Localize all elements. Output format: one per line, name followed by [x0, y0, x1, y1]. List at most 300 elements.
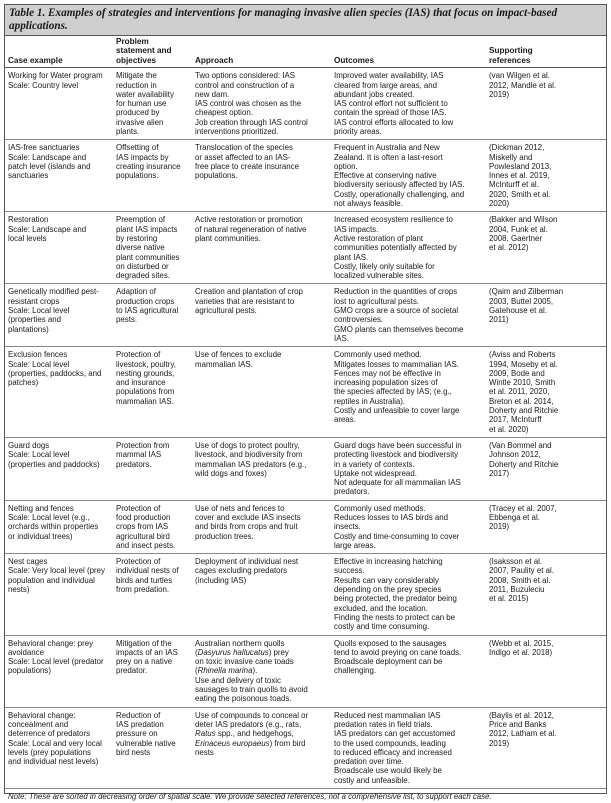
- cell-refs-line: Johnson 2012,: [489, 450, 603, 459]
- cell-problem-line: livestock, poultry,: [116, 360, 189, 369]
- cell-approach-line: Active restoration or promotion: [195, 215, 328, 224]
- cell-case: [5, 437, 113, 500]
- cell-problem-line: Protection of: [116, 557, 189, 566]
- cell-approach-line: of natural regeneration of native: [195, 225, 328, 234]
- cell-outcomes-line: excluded, and the location.: [334, 604, 483, 613]
- cell-problem: [113, 68, 192, 140]
- cell-refs: [486, 347, 606, 438]
- cell-problem-line: production crops: [116, 297, 189, 306]
- cell-case: [5, 500, 113, 553]
- cell-problem-line: agricultural bird: [116, 532, 189, 541]
- cell-outcomes-line: IAS impacts.: [334, 225, 483, 234]
- cell-refs-line: (Van Bommel and: [489, 441, 603, 450]
- cell-refs-line: et al. 2015): [489, 594, 603, 603]
- cell-case-line: Scale: Local level: [8, 360, 110, 369]
- cell-outcomes-line: areas.: [334, 415, 483, 424]
- cell-case-line: IAS-free sanctuaries: [8, 143, 110, 152]
- header-problem-statement: [113, 36, 192, 68]
- cell-outcomes-line: Finding the nests to protect can be: [334, 613, 483, 622]
- cell-outcomes-line: plant IAS.: [334, 253, 483, 262]
- cell-case-line: Scale: Very local level (prey: [8, 566, 110, 575]
- cell-approach-line: plant communities.: [195, 234, 328, 243]
- cell-refs-line: (Aviss and Roberts: [489, 350, 603, 359]
- cell-refs-line: 2011, Buzuleciu: [489, 585, 603, 594]
- cell-refs-line: Innes et al. 2019,: [489, 171, 603, 180]
- table-note-text: These are sorted in decreasing order of spatial scale. We provide selected references, not a comprehensive list, to support each case.: [29, 792, 492, 801]
- table-document: [4, 4, 607, 794]
- cell-problem: [113, 707, 192, 788]
- cell-approach-line: mammalian IAS.: [195, 360, 328, 369]
- cell-problem-line: creating insurance: [116, 162, 189, 171]
- cell-problem-line: produced by: [116, 108, 189, 117]
- cell-approach-line: Ratus spp., and hedgehogs,: [195, 729, 328, 738]
- cell-outcomes-line: success.: [334, 566, 483, 575]
- cell-approach: [192, 437, 331, 500]
- cell-case-line: nests): [8, 585, 110, 594]
- cell-problem-line: nesting grounds,: [116, 369, 189, 378]
- cell-problem-line: populations.: [116, 171, 189, 180]
- cell-problem-line: to IAS agricultural: [116, 306, 189, 315]
- cell-outcomes-line: contain the spread of those IAS.: [334, 108, 483, 117]
- cell-problem-line: plant communities: [116, 253, 189, 262]
- cell-problem-line: Reduction of: [116, 711, 189, 720]
- cell-refs-line: 2019): [489, 90, 603, 99]
- cell-refs-line: 2009, Bode and: [489, 369, 603, 378]
- cell-outcomes-line: abundant jobs created.: [334, 90, 483, 99]
- cell-outcomes-line: Improved water availability, IAS: [334, 71, 483, 80]
- cell-outcomes-line: Increased ecosystem resilience to: [334, 215, 483, 224]
- cell-refs-line: Indigo et al. 2018): [489, 648, 603, 657]
- cell-problem-line: by restoring: [116, 234, 189, 243]
- cell-outcomes-line: Frequent in Australia and New: [334, 143, 483, 152]
- cell-problem-line: mammal IAS: [116, 450, 189, 459]
- cell-outcomes: [331, 554, 486, 635]
- cell-problem-line: predator.: [116, 666, 189, 675]
- cell-outcomes-line: Uptake not widespread.: [334, 469, 483, 478]
- table-row: [5, 212, 606, 284]
- cell-approach-line: Creation and plantation of crop: [195, 287, 328, 296]
- cell-problem-line: plant IAS impacts: [116, 225, 189, 234]
- cell-case: [5, 284, 113, 347]
- cell-case-line: Genetically modified pest-: [8, 287, 110, 296]
- cell-refs-line: 2007, Paulity et al.: [489, 566, 603, 575]
- cell-outcomes-line: predation over time.: [334, 757, 483, 766]
- header-supporting-references: [486, 36, 606, 68]
- cell-case-line: Behavioral change:: [8, 711, 110, 720]
- cell-case-line: deterrence of predators: [8, 729, 110, 738]
- cell-refs-line: Powlesland 2013,: [489, 162, 603, 171]
- cell-approach-line: new dam.: [195, 90, 328, 99]
- cell-refs-line: et al. 2020): [489, 425, 603, 434]
- cell-outcomes-line: increasing population sizes of: [334, 378, 483, 387]
- cell-approach: [192, 284, 331, 347]
- header-problem-line: objectives: [116, 56, 189, 65]
- cell-outcomes-line: the species affected by IAS; (e.g.,: [334, 387, 483, 396]
- cell-outcomes-line: depending on the prey species: [334, 585, 483, 594]
- cell-approach-line: wild dogs and foxes): [195, 469, 328, 478]
- cell-outcomes-line: Mitigates losses to mammalian IAS.: [334, 360, 483, 369]
- cell-approach-line: control and construction of a: [195, 81, 328, 90]
- cell-problem-line: Protection of: [116, 504, 189, 513]
- cell-case-line: avoidance: [8, 648, 110, 657]
- cell-outcomes-line: Reduces losses to IAS birds and: [334, 513, 483, 522]
- cell-refs: [486, 212, 606, 284]
- cell-case-line: patches): [8, 378, 110, 387]
- cell-outcomes-line: to reduced efficacy and increased: [334, 748, 483, 757]
- table-row: [5, 635, 606, 707]
- cell-approach-line: interventions prioritized.: [195, 127, 328, 136]
- cell-outcomes-line: tend to avoid preying on cane toads.: [334, 648, 483, 657]
- cell-approach: [192, 554, 331, 635]
- cell-outcomes-line: Effective in increasing hatching: [334, 557, 483, 566]
- cell-approach-line: and birds from crops and fruit: [195, 522, 328, 531]
- cell-problem-line: food production: [116, 513, 189, 522]
- cell-outcomes-line: challenging.: [334, 666, 483, 675]
- cell-outcomes: [331, 68, 486, 140]
- cell-outcomes: [331, 500, 486, 553]
- cell-refs: [486, 635, 606, 707]
- cell-case-line: Exclusion fences: [8, 350, 110, 359]
- cell-refs-line: et al. 2012): [489, 243, 603, 252]
- cell-refs-line: Gatehouse et al.: [489, 306, 603, 315]
- cell-outcomes-line: IAS control efforts allocated to low: [334, 118, 483, 127]
- header-refs-line: Supporting: [489, 46, 603, 55]
- cell-problem-line: impacts of an IAS: [116, 648, 189, 657]
- cell-case-line: Nest cages: [8, 557, 110, 566]
- cell-case-line: Guard dogs: [8, 441, 110, 450]
- cell-outcomes-line: Fences may not be effective in: [334, 369, 483, 378]
- cell-outcomes-line: Costly, operationally challenging, and: [334, 190, 483, 199]
- cell-problem-line: diverse native: [116, 243, 189, 252]
- cell-refs: [486, 500, 606, 553]
- cell-case-line: Scale: Landscape and: [8, 225, 110, 234]
- cell-outcomes: [331, 212, 486, 284]
- cell-approach-line: populations.: [195, 171, 328, 180]
- cell-approach-line: production trees.: [195, 532, 328, 541]
- cell-approach-line: on toxic invasive cane toads: [195, 657, 328, 666]
- cell-refs-line: (Tracey et al. 2007,: [489, 504, 603, 513]
- table-row: [5, 500, 606, 553]
- cell-problem-line: invasive alien: [116, 118, 189, 127]
- table-note: [5, 789, 606, 803]
- cell-approach-line: IAS control was chosen as the: [195, 99, 328, 108]
- cell-outcomes-line: Commonly used methods.: [334, 504, 483, 513]
- cell-outcomes-line: IAS control effort not sufficient to: [334, 99, 483, 108]
- table-title-line-1: Table 1. Examples of strategies and interventions for managing invasive alien species (IAS) that focus on impact-based: [9, 7, 602, 20]
- cell-refs-line: 2012, Latham et al.: [489, 729, 603, 738]
- cell-case-line: Working for Water program: [8, 71, 110, 80]
- table-row: [5, 707, 606, 788]
- cell-problem-line: individual nests of: [116, 566, 189, 575]
- cell-outcomes-line: costly and unfeasible.: [334, 776, 483, 785]
- cell-outcomes-line: not always feasible.: [334, 199, 483, 208]
- cell-outcomes-line: Active restoration of plant: [334, 234, 483, 243]
- cell-approach-line: Job creation through IAS control: [195, 118, 328, 127]
- cell-case-line: Scale: Country level: [8, 81, 110, 90]
- header-problem-line: statement and: [116, 46, 189, 55]
- cell-outcomes-line: option.: [334, 162, 483, 171]
- cell-approach-line: livestock, and biodiversity from: [195, 450, 328, 459]
- cell-approach-line: deter IAS predators (e.g., rats,: [195, 720, 328, 729]
- cell-approach-line: sausages to train quolls to avoid: [195, 685, 328, 694]
- cell-case-line: population and individual: [8, 576, 110, 585]
- species-name: Ratus: [195, 729, 216, 738]
- cell-problem-line: Preemption of: [116, 215, 189, 224]
- cell-approach: [192, 140, 331, 212]
- cell-outcomes-line: predation rates in field trials.: [334, 720, 483, 729]
- cell-approach-line: nests: [195, 748, 328, 757]
- cell-case-line: concealment and: [8, 720, 110, 729]
- table-body: [5, 68, 606, 789]
- strategies-table: [5, 36, 606, 803]
- cell-approach-line: cover and exclude IAS insects: [195, 513, 328, 522]
- cell-outcomes: [331, 437, 486, 500]
- cell-outcomes-line: reptiles in Australia).: [334, 397, 483, 406]
- cell-refs-line: Ebbenga et al.: [489, 513, 603, 522]
- cell-outcomes-line: lost to agricultural pests.: [334, 297, 483, 306]
- cell-refs-line: (Dickman 2012,: [489, 143, 603, 152]
- cell-outcomes-line: costly and time consuming.: [334, 622, 483, 631]
- cell-case-line: Scale: Local level: [8, 450, 110, 459]
- cell-refs-line: Price and Banks: [489, 720, 603, 729]
- cell-refs: [486, 68, 606, 140]
- cell-refs: [486, 284, 606, 347]
- cell-refs-line: 2008, Smith et al.: [489, 576, 603, 585]
- cell-outcomes-line: communities potentially affected by: [334, 243, 483, 252]
- cell-problem-line: mammalian IAS.: [116, 397, 189, 406]
- cell-approach: [192, 212, 331, 284]
- cell-outcomes-line: Commonly used method.: [334, 350, 483, 359]
- cell-refs-line: 1994, Moseby et al.: [489, 360, 603, 369]
- cell-problem-line: plants.: [116, 127, 189, 136]
- cell-case-line: Scale: Local and very local: [8, 739, 110, 748]
- cell-case: [5, 635, 113, 707]
- cell-refs-line: 2019): [489, 522, 603, 531]
- cell-refs-line: Doherty and Ritchie: [489, 460, 603, 469]
- cell-refs-line: McInturff et al.: [489, 180, 603, 189]
- cell-case: [5, 347, 113, 438]
- cell-outcomes: [331, 140, 486, 212]
- cell-refs-line: Wintle 2010, Smith: [489, 378, 603, 387]
- cell-problem: [113, 500, 192, 553]
- cell-problem-line: pests.: [116, 315, 189, 324]
- table-note-label: Note:: [8, 792, 27, 801]
- cell-problem-line: on disturbed or: [116, 262, 189, 271]
- table-row: [5, 284, 606, 347]
- table-row: [5, 554, 606, 635]
- cell-case-line: sanctuaries: [8, 171, 110, 180]
- cell-approach-line: (Rhinella marina).: [195, 666, 328, 675]
- cell-problem-line: pressure on: [116, 729, 189, 738]
- cell-approach-line: (Dasyurus hallucatus) prey: [195, 648, 328, 657]
- cell-approach: [192, 500, 331, 553]
- cell-refs-line: 2003, Buttel 2005,: [489, 297, 603, 306]
- cell-outcomes-line: Zealand. It is often a last-resort: [334, 153, 483, 162]
- cell-case: [5, 140, 113, 212]
- cell-problem-line: IAS impacts by: [116, 153, 189, 162]
- cell-case: [5, 68, 113, 140]
- cell-problem-line: Adaption of: [116, 287, 189, 296]
- cell-outcomes-line: protecting livestock and biodiversity: [334, 450, 483, 459]
- cell-problem: [113, 140, 192, 212]
- species-name: Rhinella marina: [198, 666, 253, 675]
- cell-outcomes: [331, 347, 486, 438]
- cell-problem-line: Offsetting of: [116, 143, 189, 152]
- cell-approach-line: eating the poisonous toads.: [195, 694, 328, 703]
- cell-approach: [192, 635, 331, 707]
- header-problem-line: Problem: [116, 37, 189, 46]
- cell-approach: [192, 68, 331, 140]
- cell-outcomes-line: Broadscale use would likely be: [334, 766, 483, 775]
- cell-refs-line: 2017): [489, 469, 603, 478]
- cell-outcomes-line: being protected, the predator being: [334, 594, 483, 603]
- cell-refs: [486, 554, 606, 635]
- cell-problem-line: degraded sites.: [116, 271, 189, 280]
- cell-approach: [192, 347, 331, 438]
- cell-problem-line: bird nests: [116, 748, 189, 757]
- cell-approach-line: Erinaceus europaeus) from bird: [195, 739, 328, 748]
- cell-outcomes: [331, 284, 486, 347]
- header-outcomes: [331, 36, 486, 68]
- cell-outcomes: [331, 635, 486, 707]
- cell-case-line: (properties, paddocks, and: [8, 369, 110, 378]
- cell-approach-line: Use of fences to exclude: [195, 350, 328, 359]
- cell-outcomes-line: localized vulnerable sites.: [334, 271, 483, 280]
- cell-approach-line: cheapest option.: [195, 108, 328, 117]
- cell-case-line: plantations): [8, 325, 110, 334]
- cell-approach-line: (including IAS): [195, 576, 328, 585]
- cell-approach-line: or asset affected to an IAS-: [195, 153, 328, 162]
- cell-problem-line: Mitigate the: [116, 71, 189, 80]
- cell-outcomes-line: Quolls exposed to the sausages: [334, 639, 483, 648]
- cell-approach-line: Australian northern quolls: [195, 639, 328, 648]
- cell-refs-line: Breton et al. 2014,: [489, 397, 603, 406]
- cell-outcomes-line: Costly and unfeasible to cover large: [334, 406, 483, 415]
- table-title: [5, 5, 606, 36]
- cell-refs-line: (Qaim and Zilberman: [489, 287, 603, 296]
- header-case-line: Case example: [8, 56, 110, 65]
- cell-outcomes-line: IAS.: [334, 334, 483, 343]
- cell-outcomes-line: Reduced nest mammalian IAS: [334, 711, 483, 720]
- cell-case-line: Netting and fences: [8, 504, 110, 513]
- cell-problem-line: prey on a native: [116, 657, 189, 666]
- cell-refs-line: 2008, Gaertner: [489, 234, 603, 243]
- cell-refs-line: 2020): [489, 199, 603, 208]
- cell-problem-line: and insect pests.: [116, 541, 189, 550]
- cell-approach-line: Translocation of the species: [195, 143, 328, 152]
- cell-refs-line: 2012, Mandle et al.: [489, 81, 603, 90]
- cell-outcomes-line: Guard dogs have been successful in: [334, 441, 483, 450]
- cell-problem-line: water availability: [116, 90, 189, 99]
- cell-problem-line: for human use: [116, 99, 189, 108]
- cell-outcomes-line: cleared from large areas, and: [334, 81, 483, 90]
- header-approach: [192, 36, 331, 68]
- cell-case-line: Scale: Local level: [8, 306, 110, 315]
- header-row: [5, 36, 606, 68]
- cell-refs: [486, 140, 606, 212]
- cell-problem-line: and insurance: [116, 378, 189, 387]
- cell-problem-line: Mitigation of the: [116, 639, 189, 648]
- cell-refs-line: 2020, Smith et al.: [489, 190, 603, 199]
- cell-problem-line: populations from: [116, 387, 189, 396]
- table-note-row: [5, 789, 606, 803]
- cell-refs-line: 2019): [489, 739, 603, 748]
- cell-approach-line: Use of dogs to protect poultry,: [195, 441, 328, 450]
- cell-outcomes-line: Broadscale deployment can be: [334, 657, 483, 666]
- cell-outcomes-line: biodiversity seriously affected by IAS.: [334, 180, 483, 189]
- cell-outcomes-line: Not adequate for all mammalian IAS: [334, 478, 483, 487]
- cell-approach-line: Deployment of individual nest: [195, 557, 328, 566]
- cell-case-line: orchards within properties: [8, 522, 110, 531]
- table-title-line-2: applications.: [9, 20, 602, 33]
- cell-outcomes-line: GMO crops are a source of societal: [334, 306, 483, 315]
- cell-case-line: Scale: Local level (predator: [8, 657, 110, 666]
- cell-approach-line: varieties that are resistant to: [195, 297, 328, 306]
- cell-problem-line: crops from IAS: [116, 522, 189, 531]
- cell-case-line: (properties and paddocks): [8, 460, 110, 469]
- species-name: Erinaceus europaeus: [195, 739, 270, 748]
- cell-problem: [113, 212, 192, 284]
- cell-outcomes-line: GMO plants can themselves become: [334, 325, 483, 334]
- table-row: [5, 68, 606, 140]
- cell-case: [5, 212, 113, 284]
- cell-case-line: or individual trees): [8, 532, 110, 541]
- cell-outcomes-line: Results can vary considerably: [334, 576, 483, 585]
- cell-outcomes-line: to the used compounds, leading: [334, 739, 483, 748]
- species-name: Dasyurus hallucatus: [198, 648, 269, 657]
- cell-refs-line: (Baylis et al. 2012,: [489, 711, 603, 720]
- cell-refs-line: (Webb et al. 2015,: [489, 639, 603, 648]
- header-refs-line: references: [489, 56, 603, 65]
- cell-case: [5, 554, 113, 635]
- cell-problem: [113, 554, 192, 635]
- cell-problem-line: predators.: [116, 460, 189, 469]
- cell-case-line: levels (prey populations: [8, 748, 110, 757]
- cell-refs-line: 2011): [489, 315, 603, 324]
- cell-problem-line: from predation.: [116, 585, 189, 594]
- cell-outcomes-line: Costly, likely only suitable for: [334, 262, 483, 271]
- cell-outcomes-line: controversies.: [334, 315, 483, 324]
- cell-case-line: local levels: [8, 234, 110, 243]
- cell-case-line: Behavioral change: prey: [8, 639, 110, 648]
- cell-problem: [113, 437, 192, 500]
- cell-case-line: patch level (islands and: [8, 162, 110, 171]
- table-row: [5, 437, 606, 500]
- cell-approach-line: free place to create insurance: [195, 162, 328, 171]
- header-outcomes-line: Outcomes: [334, 56, 483, 65]
- cell-case: [5, 707, 113, 788]
- cell-problem-line: IAS predation: [116, 720, 189, 729]
- cell-approach-line: Use and delivery of toxic: [195, 676, 328, 685]
- cell-approach-line: Use of compounds to conceal or: [195, 711, 328, 720]
- cell-refs-line: (Isaksson et al.: [489, 557, 603, 566]
- cell-approach-line: Two options considered: IAS: [195, 71, 328, 80]
- cell-problem-line: Protection of: [116, 350, 189, 359]
- cell-approach-line: agricultural pests.: [195, 306, 328, 315]
- cell-refs-line: 2017, McInturff: [489, 415, 603, 424]
- table-row: [5, 140, 606, 212]
- cell-outcomes: [331, 707, 486, 788]
- cell-problem-line: reduction in: [116, 81, 189, 90]
- cell-outcomes-line: insects.: [334, 522, 483, 531]
- cell-case-line: Restoration: [8, 215, 110, 224]
- cell-outcomes-line: Effective at conserving native: [334, 171, 483, 180]
- cell-approach: [192, 707, 331, 788]
- cell-case-line: Scale: Local level (e.g.,: [8, 513, 110, 522]
- cell-outcomes-line: Costly and time-consuming to cover: [334, 532, 483, 541]
- cell-refs-line: et al. 2011, 2020,: [489, 387, 603, 396]
- cell-approach-line: cages excluding predators: [195, 566, 328, 575]
